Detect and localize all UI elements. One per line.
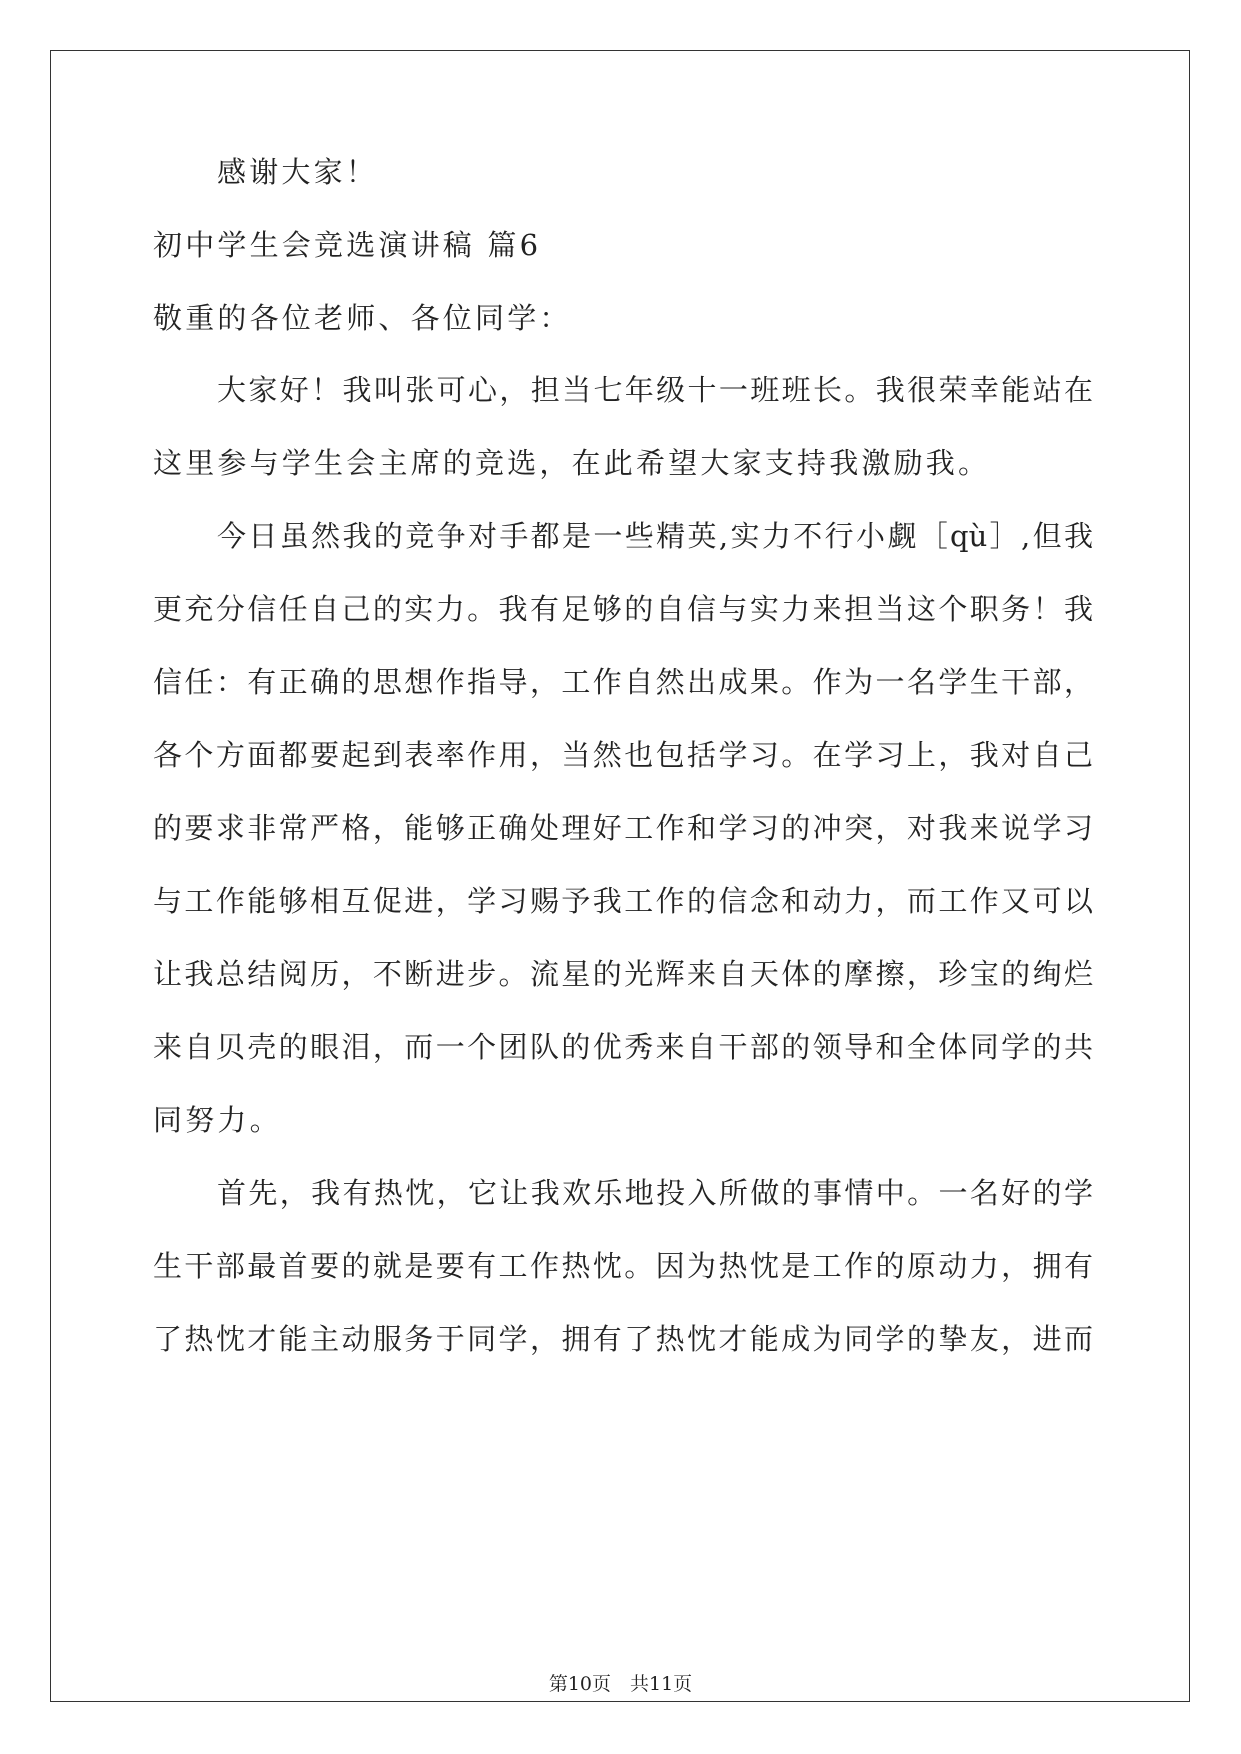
text-line: 更充分信任自己的实力。我有足够的自信与实力来担当这个职务！我 [153, 592, 1093, 626]
text-line: 敬重的各位老师、各位同学： [153, 301, 572, 335]
text-line: 这里参与学生会主席的竞选，在此希望大家支持我激励我。 [153, 446, 991, 480]
text-line: 大家好！我叫张可心，担当七年级十一班班长。我很荣幸能站在 [217, 373, 1093, 407]
text-line: 生干部最首要的就是要有工作热忱。因为热忱是工作的原动力，拥有 [153, 1249, 1093, 1283]
text-line: 感谢大家！ [217, 155, 379, 189]
text-line: 首先，我有热忱，它让我欢乐地投入所做的事情中。一名好的学 [217, 1176, 1093, 1210]
text-line: 的要求非常严格，能够正确处理好工作和学习的冲突，对我来说学习 [153, 811, 1093, 845]
page-number-footer: 第10页 共11页 [548, 1673, 693, 1695]
text-line: 让我总结阅历，不断进步。流星的光辉来自天体的摩擦，珍宝的绚烂 [153, 957, 1093, 991]
text-line: 各个方面都要起到表率作用，当然也包括学习。在学习上，我对自己 [153, 738, 1093, 772]
text-line: 初中学生会竞选演讲稿 篇6 [153, 228, 542, 262]
text-line: 信任：有正确的思想作指导，工作自然出成果。作为一名学生干部， [153, 665, 1093, 699]
text-line: 与工作能够相互促进，学习赐予我工作的信念和动力，而工作又可以 [153, 884, 1093, 918]
text-line: 了热忱才能主动服务于同学，拥有了热忱才能成为同学的挚友，进而 [153, 1322, 1093, 1356]
text-line: 今日虽然我的竞争对手都是一些精英,实力不行小觑［qù］,但我 [217, 519, 1093, 553]
text-line: 同努力。 [153, 1103, 282, 1137]
text-line: 来自贝壳的眼泪，而一个团队的优秀来自干部的领导和全体同学的共 [153, 1030, 1093, 1064]
